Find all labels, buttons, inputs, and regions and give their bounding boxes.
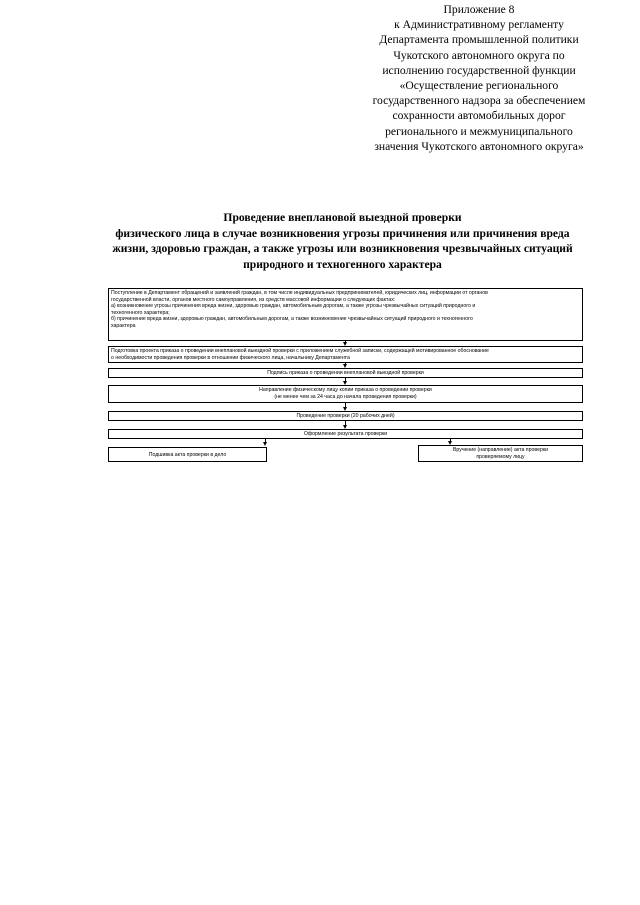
appendix-line: Приложение 8 <box>443 3 515 16</box>
flow-text-line: а) возникновение угрозы причинения вреда жизни, здоровью граждан, автомобильным дорогам, а также угрозы чрезвычайных ситуаций природного и <box>111 303 476 310</box>
title-line: жизни, здоровью граждан, а также угрозы или возникновения чрезвычайных ситуаций <box>112 242 573 256</box>
appendix-line: регионального и межмуниципального <box>385 124 573 138</box>
appendix-line: сохранности автомобильных дорог <box>392 109 566 123</box>
title-line: физического лица в случае возникновения угрозы причинения или причинения вреда <box>115 226 570 240</box>
flow-text-line: техногенного характера; <box>111 309 170 316</box>
flow-step-send-copy <box>108 385 583 403</box>
title-line: Проведение внеплановой выездной проверки <box>223 211 462 224</box>
flow-step-issue-result <box>108 429 583 439</box>
appendix-line: государственного надзора за обеспечением <box>372 94 586 108</box>
flow-text-line: Оформление результата проверки <box>303 431 388 437</box>
flow-text-line: Вручение (направление) акта проверки <box>452 447 549 453</box>
flow-outcome-deliver-report <box>418 445 583 462</box>
flow-step-draft-order <box>108 346 583 363</box>
flow-text-line: б) причинение вреда жизни, здоровью граждан, автомобильным дорогам, а также возникновение чрезвычайных ситуаций природного и техногенного <box>111 316 473 323</box>
flow-step-sign-order <box>108 368 583 378</box>
flow-text-line: проверяемому лицу <box>476 453 525 460</box>
arrow-down-icon <box>263 442 267 446</box>
flow-text-line: государственной власти, органов местного самоуправления, из средств массовой информации о следующих фактах: <box>111 296 396 303</box>
flow-text-line: (не менее чем за 24 часа до начала проведения проверки) <box>274 393 417 400</box>
flow-text-line: Подготовка проекта приказа о проведении внеплановой выездной проверки с приложением служебной записки, содержащей мотивированное обоснование <box>111 348 489 354</box>
appendix-line: исполнению государственной функции <box>382 63 576 77</box>
flow-text-line: Подшивка акта проверки в дело <box>148 452 227 458</box>
flow-text-line: Проведение проверки (20 рабочих дней) <box>296 413 395 419</box>
flow-text-line: Направление физическому лицу копии приказа о проведении проверки <box>259 387 432 393</box>
flow-step-conduct-inspection <box>108 411 583 421</box>
title-line: природного и техногенного характера <box>243 257 442 271</box>
flow-text-line: о необходимости проведения проверки в отношении физического лица, начальнику Департамента <box>111 354 350 361</box>
flow-text-line: Поступление в Департамент обращений и заявлений граждан, в том числе индивидуальных предпринимателей, юридических лиц, информации от органов <box>111 290 488 296</box>
flow-text-line: Подпись приказа о проведении внеплановой выездной проверки <box>267 370 424 376</box>
appendix-line: значения Чукотского автономного округа» <box>374 139 584 153</box>
flow-step-incoming-reports <box>108 288 583 341</box>
appendix-line: Департамента промышленной политики <box>379 33 579 47</box>
appendix-line: «Осуществление регионального <box>399 79 559 93</box>
appendix-line: к Административному регламенту <box>394 18 564 32</box>
flow-text-line: характера <box>111 322 136 329</box>
appendix-line: Чукотского автономного округа по <box>393 48 565 62</box>
flow-outcome-file-report <box>108 447 267 462</box>
